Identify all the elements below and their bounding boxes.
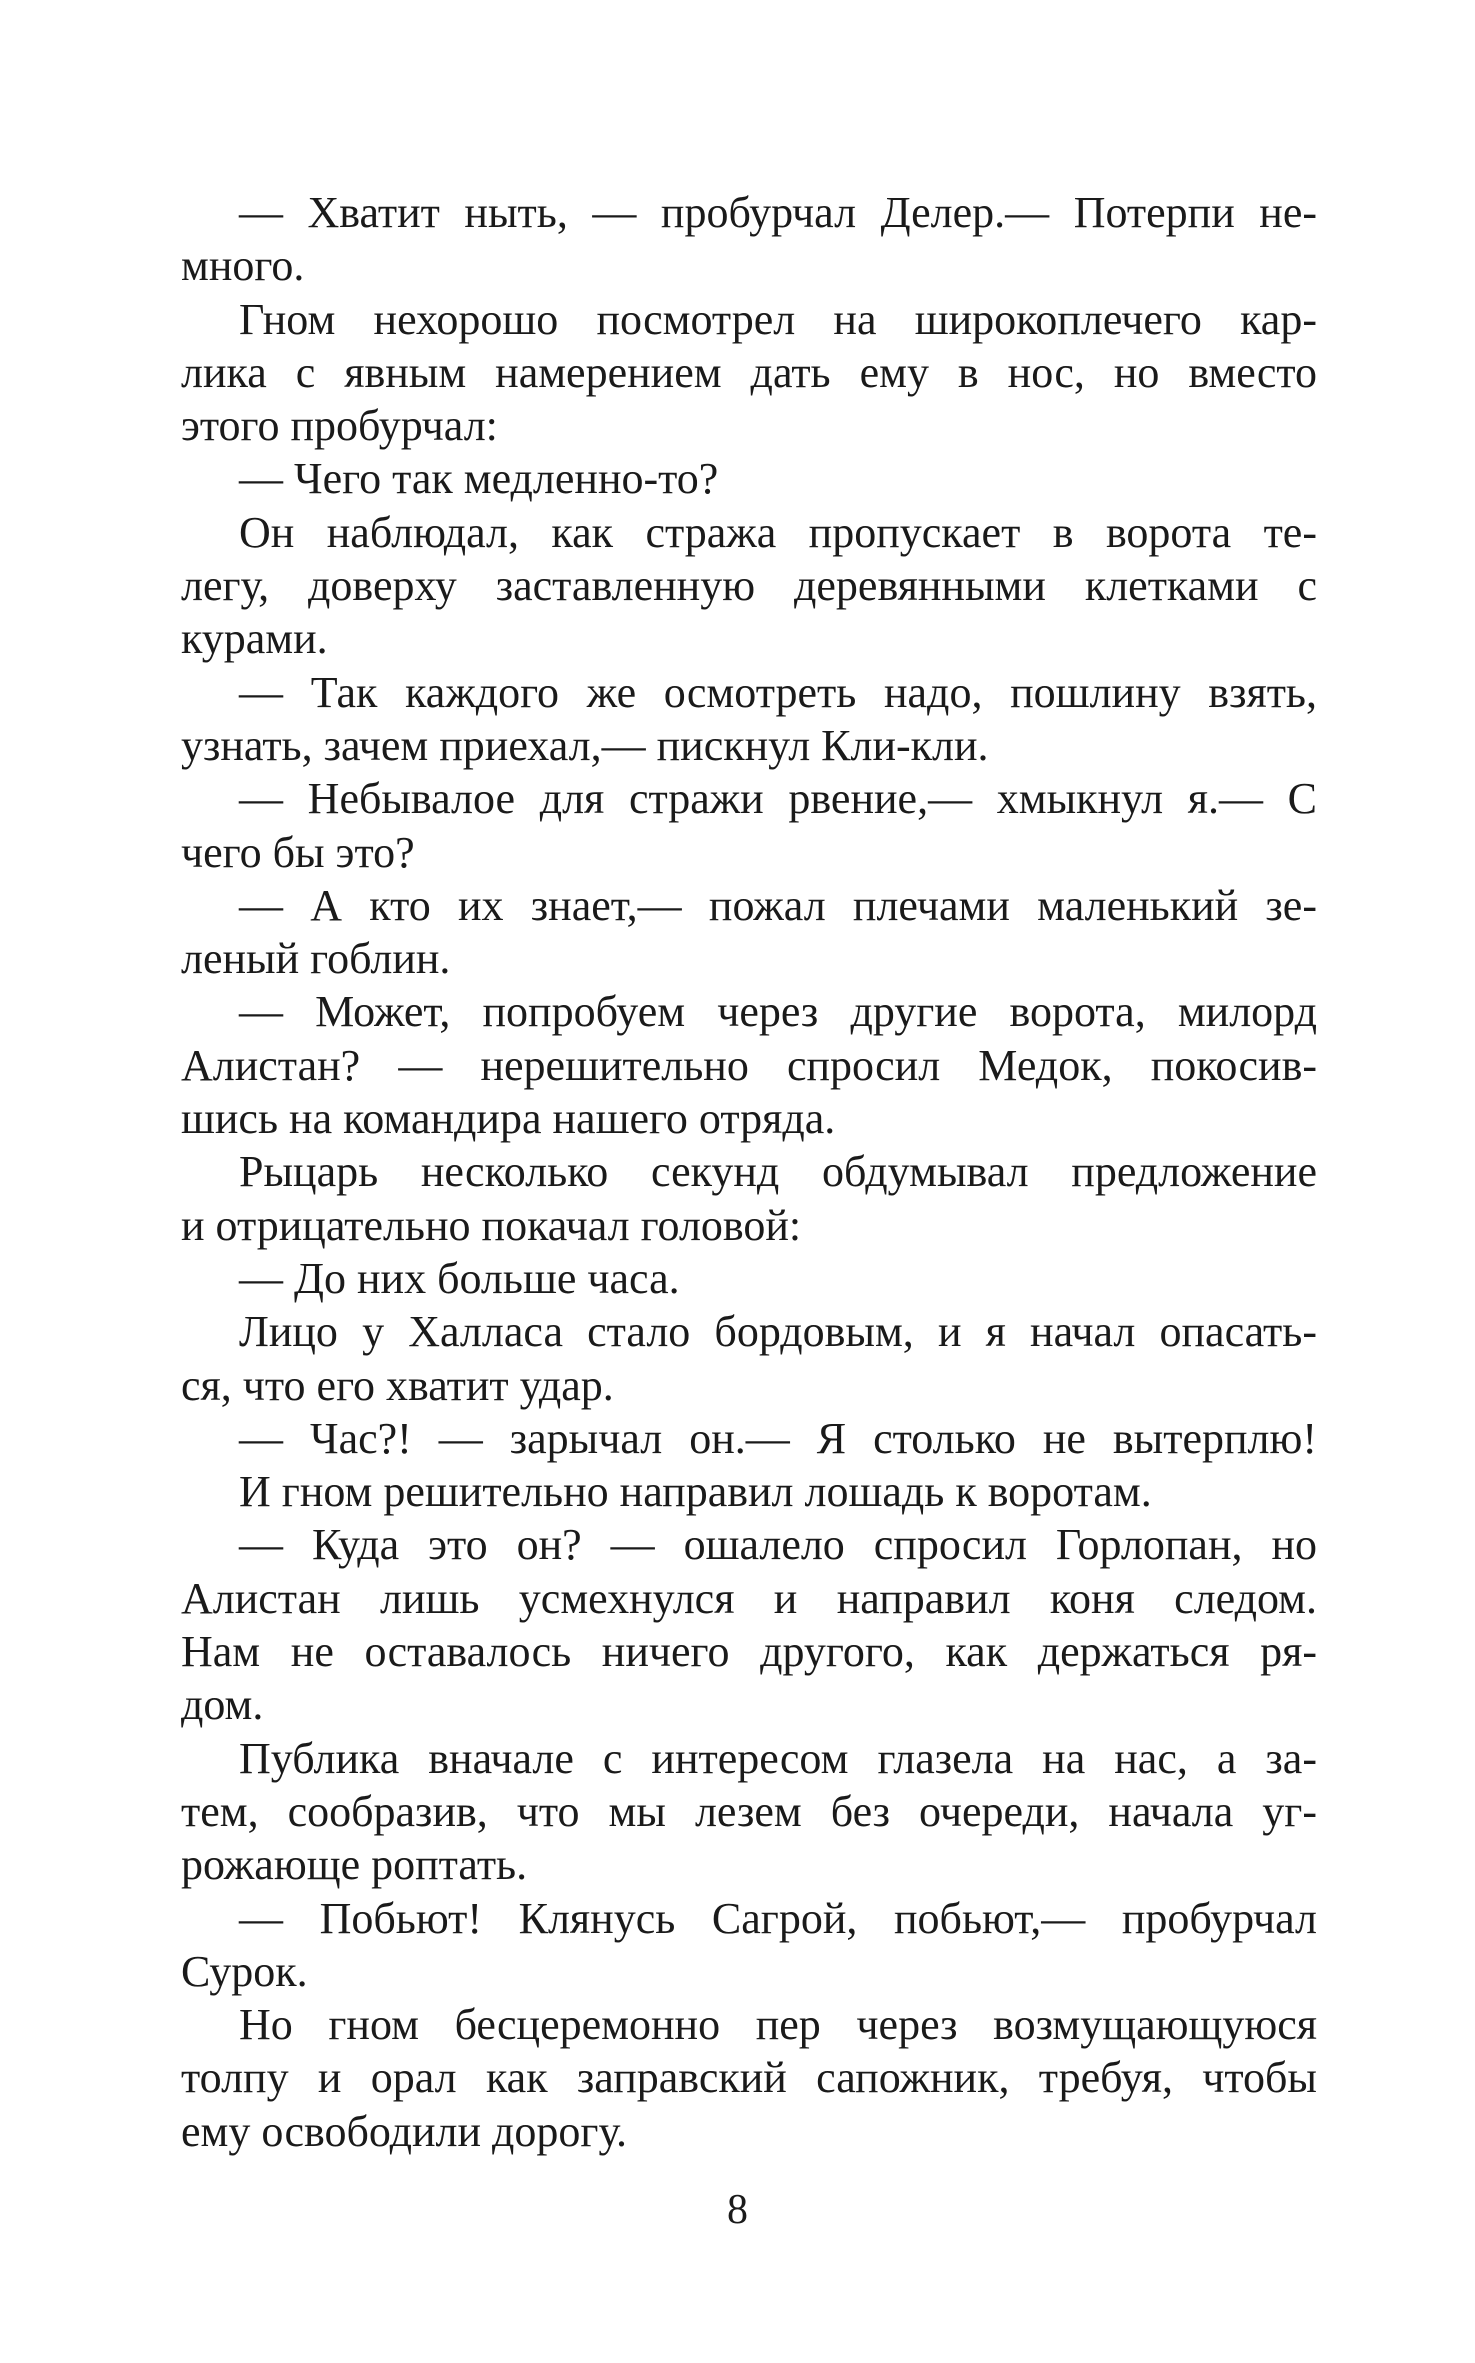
text-line: И гном решительно направил лошадь к воротам. (239, 1467, 1152, 1517)
text-line: — Час?! — зарычал он.— Я столько не вытерплю! (239, 1413, 1317, 1463)
text-line: — А кто их знает,— пожал плечами маленький зе- (239, 880, 1317, 930)
text-line: леный гоблин. (181, 934, 451, 984)
text-line: — Небывалое для стражи рвение,— хмыкнул я.— С (239, 774, 1317, 824)
text-line: шись на командира нашего отряда. (181, 1094, 836, 1144)
text-line: — До них больше часа. (239, 1253, 680, 1303)
text-line: Алистан? — нерешительно спросил Медок, покосив- (181, 1040, 1317, 1090)
text-line: ему освободили дорогу. (181, 2106, 628, 2156)
text-line: курами. (181, 614, 328, 664)
text-line: Лицо у Халласа стало бордовым, и я начал опасать- (239, 1307, 1317, 1357)
text-line: Гном нехорошо посмотрел на широкоплечего кар- (239, 294, 1317, 344)
text-line: и отрицательно покачал головой: (181, 1200, 802, 1250)
text-line: толпу и орал как заправский сапожник, требуя, чтобы (181, 2053, 1317, 2103)
text-line: тем, сообразив, что мы лезем без очереди, начала уг- (181, 1786, 1317, 1836)
text-line: дом. (181, 1680, 264, 1730)
text-line: Алистан лишь усмехнулся и направил коня следом. (181, 1573, 1317, 1623)
text-line: Но гном бесцеремонно пер через возмущающуюся (239, 2000, 1317, 2050)
text-line: рожающе роптать. (181, 1840, 528, 1890)
text-line: чего бы это? (181, 827, 415, 877)
text-line: много. (181, 241, 305, 291)
text-line: узнать, зачем приехал,— пискнул Кли-кли. (181, 720, 989, 770)
text-line: ся, что его хватит удар. (181, 1360, 614, 1410)
text-line: Публика вначале с интересом глазела на нас, а за- (239, 1733, 1317, 1783)
text-line: легу, доверху заставленную деревянными клетками с (181, 561, 1317, 611)
text-line: Он наблюдал, как стража пропускает в ворота те- (239, 507, 1317, 557)
text-line: этого пробурчал: (181, 401, 498, 451)
text-line: Рыцарь несколько секунд обдумывал предложение (239, 1147, 1317, 1197)
text-line: — Чего так медленно-то? (239, 454, 719, 504)
text-line: Сурок. (181, 1946, 308, 1996)
body-text (181, 186, 1317, 2158)
text-line: — Куда это он? — ошалело спросил Горлопан, но (239, 1520, 1317, 1570)
text-line: лика с явным намерением дать ему в нос, но вместо (181, 347, 1317, 397)
text-line: — Хватит ныть, — пробурчал Делер.— Потерпи не- (239, 188, 1317, 237)
page-number: 8 (727, 2187, 748, 2233)
text-line: — Так каждого же осмотреть надо, пошлину взять, (239, 667, 1317, 717)
text-line: — Побьют! Клянусь Сагрой, побьют,— пробурчал (239, 1893, 1317, 1943)
text-line: Нам не оставалось ничего другого, как держаться ря- (181, 1627, 1317, 1677)
text-line: — Может, попробуем через другие ворота, милорд (239, 987, 1317, 1037)
